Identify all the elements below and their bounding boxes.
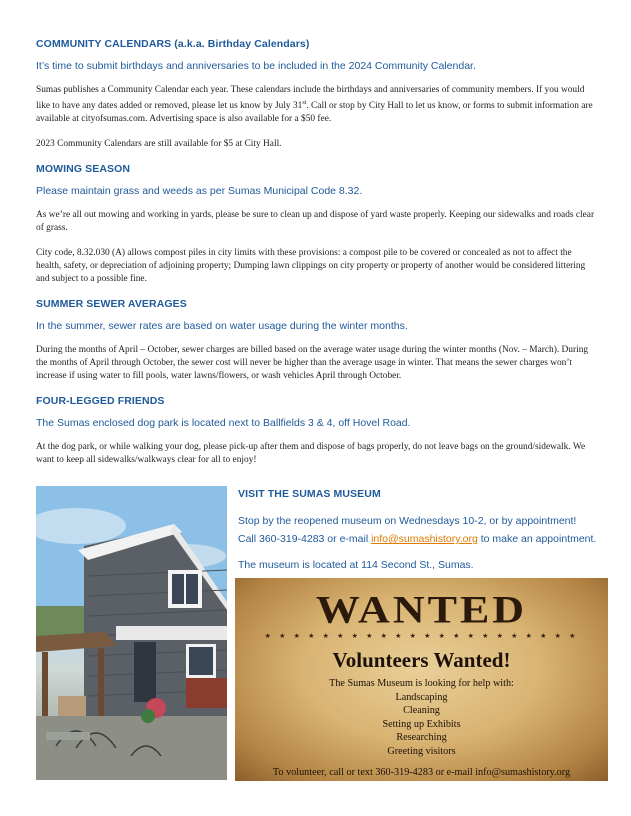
newsletter-page [36,38,596,479]
section-lead: In the summer, sewer rates are based on water usage during the winter months. [36,320,408,333]
section-paragraph: Sumas publishes a Community Calendar each year. These calendars include the birthdays and anniversaries of community members. If you would like to have any dates added or removed, please let us know by July 31st. Call or stop by City Hall to let us know, or forms to submit information are available at cityofsumas.com. Advertising space is also available for a $50 fee. [36,85,593,125]
volunteers-wanted-poster [235,578,608,781]
museum-info [238,488,608,576]
poster-list-item: Researching [396,732,447,744]
poster-list-item: Landscaping [395,691,448,703]
museum-email-link[interactable]: info@sumashistory.org [371,533,478,545]
section-paragraph: 2023 Community Calendars are still available for $5 at City Hall. [36,139,282,150]
section-mowing-season [36,163,596,286]
section-paragraph: City code, 8.32.030 (A) allows compost piles in city limits with these provisions: a compost pile to be covered or concealed as not to affect the health, safety, or depreciation of adjoining property; Dumping lawn clippings on city property or property of another would be considered littering and subject to a possible fine. [36,248,586,285]
poster-list-item: Greeting visitors [387,745,456,757]
museum-house-illustration [36,486,227,780]
section-heading: MOWING SEASON [36,163,131,176]
section-four-legged-friends [36,395,596,467]
section-paragraph: As we’re all out mowing and working in yards, please be sure to clean up and dispose of yard waste properly. Keeping our sidewalks and roads clear of grass. [36,210,595,234]
section-heading: COMMUNITY CALENDARS (a.k.a. Birthday Calendars) [36,38,310,50]
poster-help-list [235,677,608,759]
section-paragraph: At the dog park, or while walking your dog, please pick-up after them and dispose of bags properly, do not leave bags on the ground/sidewalk. We want to keep all sidewalks/walkways clear for all to enjoy! [36,442,586,466]
poster-intro: The Sumas Museum is looking for help with: [329,678,514,689]
museum-contact [238,532,608,546]
museum-heading: VISIT THE SUMAS MUSEUM [238,488,381,500]
section-lead: It’s time to submit birthdays and anniversaries to be included in the 2024 Community Calendar. [36,60,476,72]
museum-hours: Stop by the reopened museum on Wednesdays 10-2, or by appointment! [238,515,577,527]
museum-photo [36,486,227,780]
poster-wanted-title: WANTED [315,587,528,632]
museum-location: The museum is located at 114 Second St., Sumas. [238,559,474,571]
poster-list-item: Cleaning [403,705,440,717]
section-community-calendars [36,38,596,151]
poster-call-to-action: To volunteer, call or text 360-319-4283 or e-mail info@sumashistory.org [272,767,571,778]
section-heading: SUMMER SEWER AVERAGES [36,298,187,311]
poster-volunteers-heading: Volunteers Wanted! [332,648,511,672]
poster-list-item: Setting up Exhibits [382,718,461,730]
museum-block [36,486,608,782]
poster-star-divider: ★ ★ ★ ★ ★ ★ ★ ★ ★ ★ ★ ★ ★ ★ ★ ★ ★ ★ ★ ★ ★ ★ [264,632,579,640]
contact-post: to make an appointment. [477,533,597,545]
section-paragraph: During the months of April – October, sewer charges are billed based on the average water usage during the winter months (Nov. – March). During the months of April through October, the sewer cost will never be higher than the average usage in winter. That means the sewer charges won’t increase if using water to fill pools, water lawns/flowers, or wash vehicles April through October. [36,345,589,382]
section-lead: Please maintain grass and weeds as per Sumas Municipal Code 8.32. [36,185,363,198]
section-lead: The Sumas enclosed dog park is located next to Ballfields 3 & 4, off Hovel Road. [36,417,411,430]
section-summer-sewer [36,298,596,383]
contact-pre: Call 360-319-4283 or e-mail [238,533,372,545]
section-heading: FOUR-LEGGED FRIENDS [36,395,165,408]
